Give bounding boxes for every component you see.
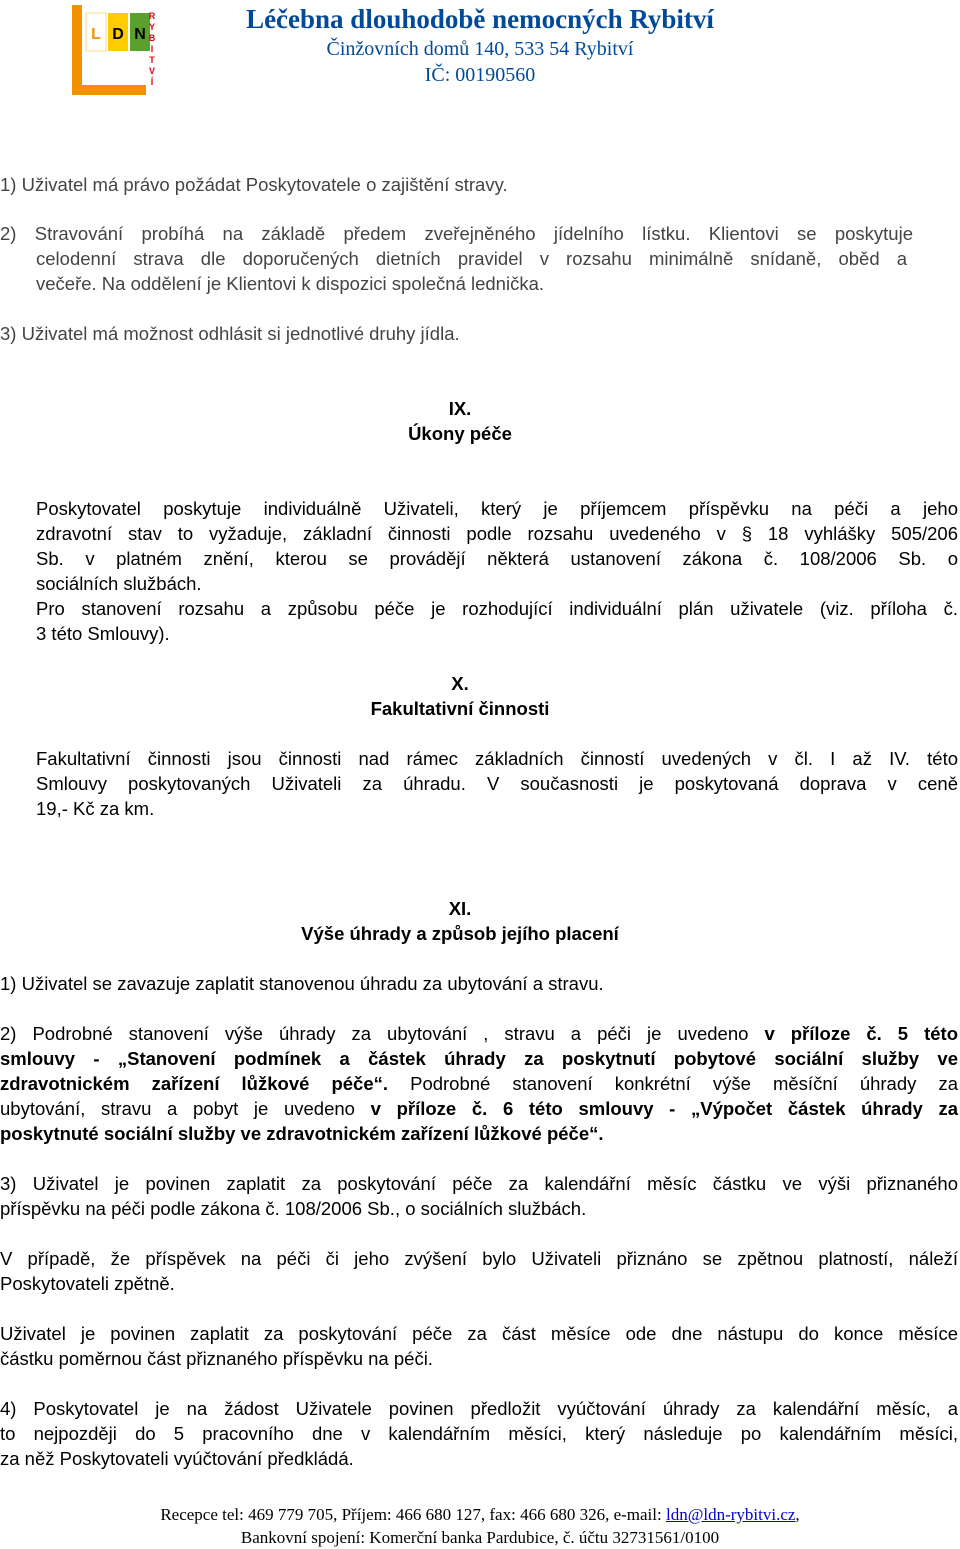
- section-xi-p4-line1: V případě, že příspěvek na péči či jeho zvýšení bylo Uživateli přiznáno se zpětnou platností, náleží: [0, 1248, 958, 1269]
- paragraph-catering-line3: večeře. Na oddělení je Klientovi k dispozici společná lednička.: [36, 273, 545, 294]
- section-xi-p5-line1: Uživatel je povinen zaplatit za poskytování péče za část měsíce ode dne nástupu do konce měsíce: [0, 1323, 958, 1344]
- svg-text:Í: Í: [150, 77, 154, 87]
- section-xi-p2-line1: 2) Podrobné stanovení výše úhrady za ubytování , stravu a péči je uvedeno v příloze č. 5 této: [0, 1023, 958, 1044]
- footer-contacts: Recepce tel: 469 779 705, Příjem: 466 680 127, fax: 466 680 326, e-mail: ldn@ldn-rybitvi.cz,: [160, 1505, 800, 1524]
- section-xi-p2-line4: ubytování, stravu a pobyt je uvedeno v příloze č. 6 této smlouvy - „Výpočet částek úhrady za: [0, 1098, 959, 1119]
- section-xi-p2-line3: zdravotnickém zařízení lůžkové péče“. Podrobné stanovení konkrétní výše měsíční úhrady za: [0, 1073, 958, 1094]
- svg-text:R: R: [148, 11, 156, 21]
- section-x-line1: Fakultativní činnosti jsou činnosti nad rámec základních činností uvedených v čl. I až IV. této: [36, 748, 958, 769]
- institution-name: Léčebna dlouhodobě nemocných Rybitví: [246, 4, 714, 34]
- section-ix-number: IX.: [448, 398, 472, 419]
- paragraph-catering-line2: celodenní strava dle doporučených dietních pravidel v rozsahu minimálně snídaně, oběd a: [36, 248, 907, 269]
- logo-letter-n: N: [134, 26, 146, 43]
- section-xi-p2-line5: poskytnuté sociální služby ve zdravotnickém zařízení lůžkové péče“.: [0, 1123, 604, 1144]
- section-ix-line2: zdravotní stav to vyžaduje, základní činnosti podle rozsahu uvedeného v § 18 vyhlášky 505/206: [36, 523, 958, 544]
- section-xi-p6-line2: to nejpozději do 5 pracovního dne v kalendářním měsíci, který následuje po kalendářním měsíci,: [0, 1423, 958, 1444]
- section-xi-title: Výše úhrady a způsob jejího placení: [301, 923, 619, 944]
- section-ix-line6: 3 této Smlouvy).: [36, 623, 170, 644]
- section-xi-p2-line2: smlouvy - „Stanovení podmínek a částek úhrady za poskytnutí pobytové sociální služby ve: [0, 1048, 958, 1069]
- section-ix-line3: Sb. v platném znění, kterou se provádějí některá ustanovení zákona č. 108/2006 Sb. o: [36, 548, 958, 569]
- section-ix-line4: sociálních službách.: [36, 573, 202, 594]
- ldn-logo: [72, 5, 156, 95]
- svg-text:T: T: [149, 55, 155, 65]
- section-ix-line1: Poskytovatel poskytuje individuálně Uživateli, který je příjemcem příspěvku na péči a jeho: [36, 498, 958, 519]
- footer-email-link[interactable]: ldn@ldn-rybitvi.cz: [665, 1505, 796, 1524]
- section-xi-p6-line3: za něž Poskytovateli vyúčtování předkládá.: [0, 1448, 354, 1469]
- paragraph-food-right: 1) Uživatel má právo požádat Poskytovatele o zajištění stravy.: [0, 174, 508, 195]
- section-x-line3: 19,- Kč za km.: [36, 798, 155, 819]
- svg-text:Y: Y: [148, 22, 156, 32]
- footer-bank: Bankovní spojení: Komerční banka Pardubice, č. účtu 32731561/0100: [240, 1528, 720, 1547]
- paragraph-meal-cancel: 3) Uživatel má možnost odhlásit si jednotlivé druhy jídla.: [0, 323, 460, 344]
- section-x-number: X.: [451, 673, 469, 694]
- logo-letter-l: L: [91, 26, 101, 43]
- svg-text:V: V: [148, 66, 156, 76]
- section-xi-p6-line1: 4) Poskytovatel je na žádost Uživatele povinen předložit vyúčtování úhrady za kalendářní měsíc, a: [0, 1398, 958, 1419]
- section-ix-title: Úkony péče: [408, 423, 512, 444]
- section-xi-number: XI.: [448, 898, 472, 919]
- section-xi-p4-line2: Poskytovateli zpětně.: [0, 1273, 175, 1294]
- section-x-title: Fakultativní činnosti: [370, 698, 550, 719]
- section-xi-p3-line2: příspěvku na péči podle zákona č. 108/2006 Sb., o sociálních službách.: [0, 1198, 587, 1219]
- section-x-line2: Smlouvy poskytovaných Uživateli za úhradu. V současnosti je poskytovaná doprava v ceně: [36, 773, 958, 794]
- institution-ic: IČ: 00190560: [424, 64, 536, 86]
- logo-letter-d: D: [112, 26, 124, 43]
- svg-text:B: B: [148, 33, 156, 43]
- institution-address: Činžovních domů 140, 533 54 Rybitví: [326, 38, 634, 60]
- section-xi-p5-line2: částku poměrnou část přiznaného příspěvku na péči.: [0, 1348, 433, 1369]
- paragraph-catering-line1: 2) Stravování probíhá na základě předem zveřejněného jídelního lístku. Klientovi se poskytuje: [0, 223, 913, 244]
- svg-text:I: I: [150, 44, 154, 54]
- section-ix-line5: Pro stanovení rozsahu a způsobu péče je rozhodující individuální plán uživatele (viz. příloha č.: [36, 598, 958, 619]
- section-xi-p1: 1) Uživatel se zavazuje zaplatit stanovenou úhradu za ubytování a stravu.: [0, 973, 604, 994]
- section-xi-p3-line1: 3) Uživatel je povinen zaplatit za poskytování péče za kalendářní měsíc částku ve výši přiznaného: [0, 1173, 958, 1194]
